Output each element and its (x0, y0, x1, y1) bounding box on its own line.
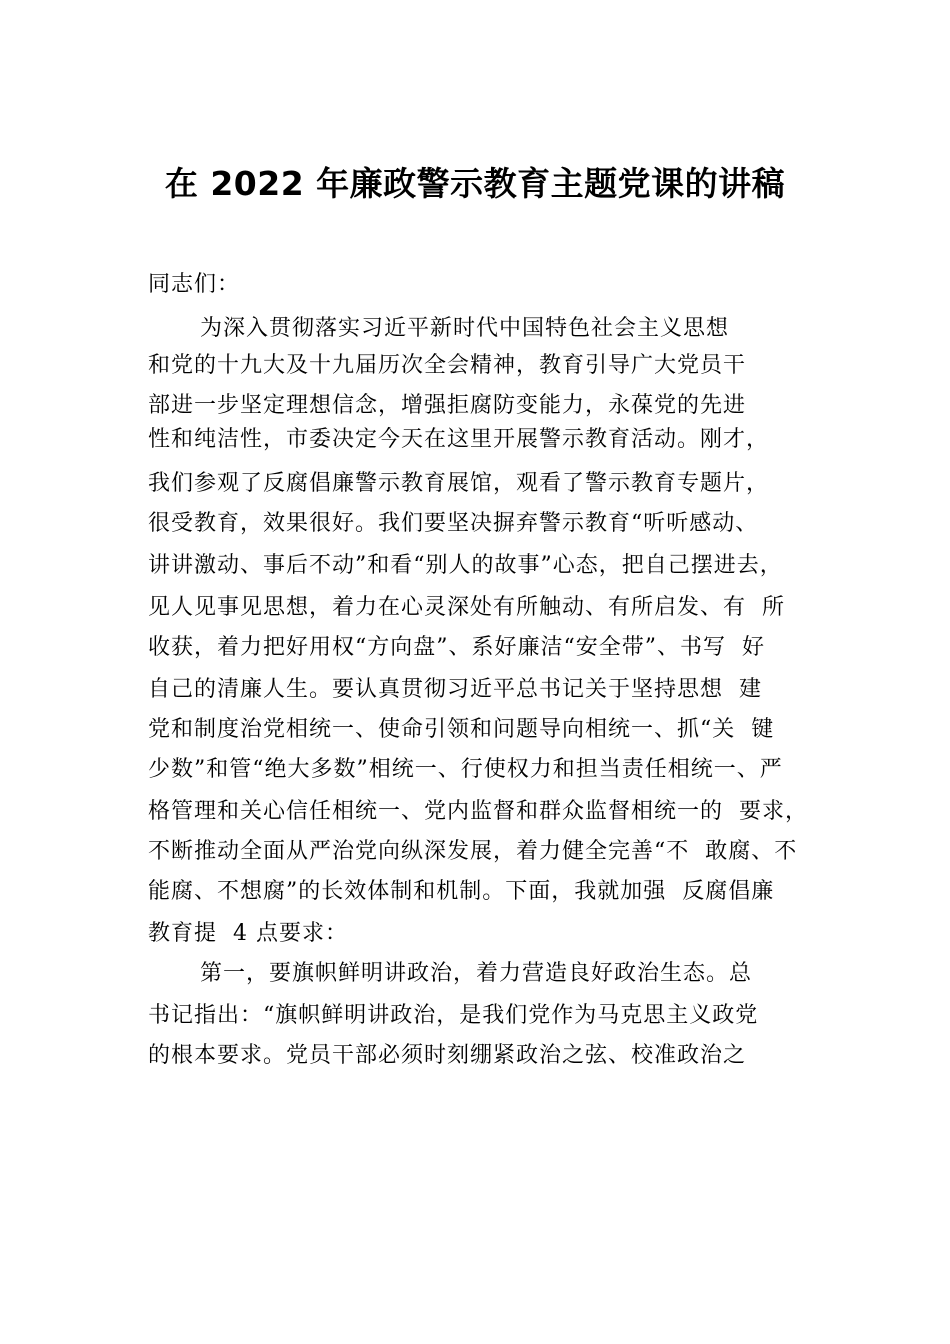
body-line: 党和制度治党相统一、使命引领和问题导向相统一、抓“关 键 (148, 717, 775, 742)
document-title: 在 2022 年廉政警示教育主题党课的讲稿 (164, 164, 786, 203)
salutation: 同志们： (148, 272, 241, 297)
body-line: 少数”和管“绝大多数”相统一、行使权力和担当责任相统一、严 (148, 757, 783, 782)
body-line: 不断推动全面从严治党向纵深发展，着力健全完善“不 敢腐、不 (148, 839, 798, 864)
body-line: 书记指出：“旗帜鲜明讲政治，是我们党作为马克思主义政党 (148, 1003, 759, 1028)
body-line: 第一，要旗帜鲜明讲政治，着力营造良好政治生态。总 (200, 961, 753, 986)
body-line: 格管理和关心信任相统一、党内监督和群众监督相统一的 要求， (148, 799, 808, 824)
body-line: 我们参观了反腐倡廉警示教育展馆，观看了警示教育专题片， (148, 471, 770, 496)
body-line: 教育提 4 点要求： (148, 921, 348, 946)
body-line: 自己的清廉人生。要认真贯彻习近平总书记关于坚持思想 建 (148, 677, 762, 702)
body-line: 很受教育，效果很好。我们要坚决摒弃警示教育“听听感动、 (148, 511, 759, 536)
body-line: 部进一步坚定理想信念，增强拒腐防变能力，永葆党的先进 (148, 393, 747, 418)
body-line: 性和纯洁性，市委决定今天在这里开展警示教育活动。刚才， (148, 427, 770, 452)
body-line: 收获，着力把好用权“方向盘”、系好廉洁“安全带”、书写 好 (148, 635, 765, 660)
body-line: 见人见事见思想，着力在心灵深处有所触动、有所启发、有 所 (148, 595, 785, 620)
body-line: 讲讲激动、事后不动”和看“别人的故事”心态，把自己摆进去， (148, 553, 783, 578)
body-line: 的根本要求。党员干部必须时刻绷紧政治之弦、校准政治之 (148, 1043, 747, 1068)
body-line: 能腐、不想腐”的长效体制和机制。下面，我就加强 反腐倡廉 (148, 879, 775, 904)
body-line: 和党的十九大及十九届历次全会精神，教育引导广大党员干 (148, 353, 747, 378)
body-line: 为深入贯彻落实习近平新时代中国特色社会主义思想 (200, 316, 730, 341)
